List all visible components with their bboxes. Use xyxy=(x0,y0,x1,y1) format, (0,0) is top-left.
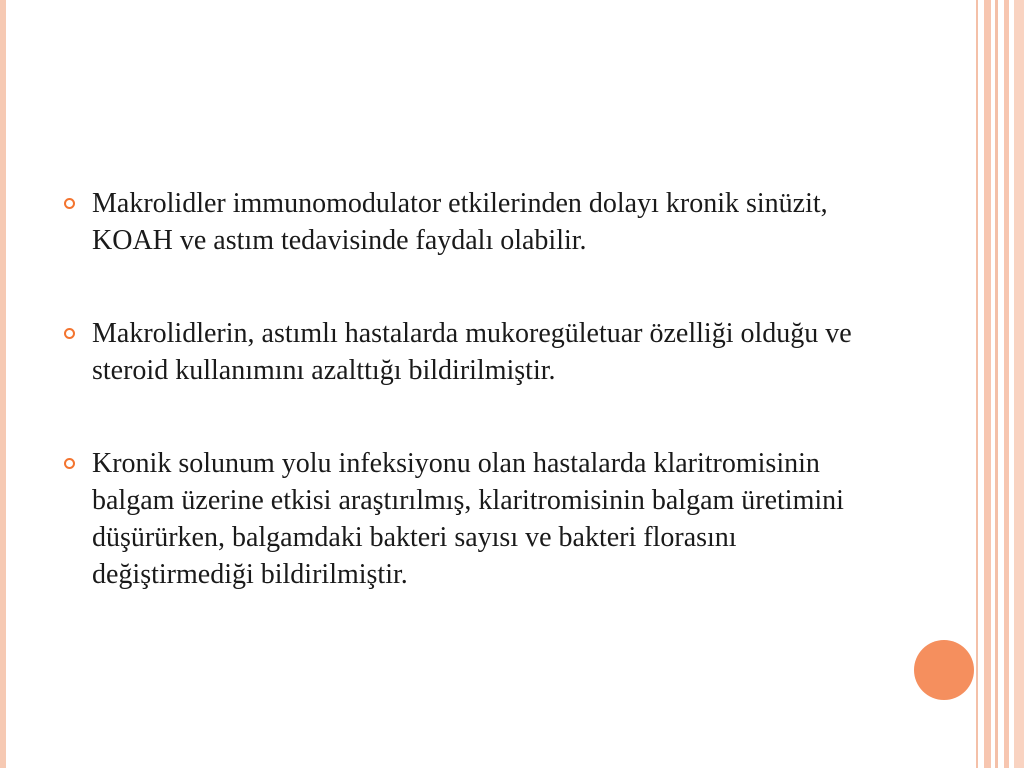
right-border-stripe xyxy=(1014,0,1024,768)
left-border-stripe xyxy=(0,0,6,768)
right-border-stripe xyxy=(984,0,991,768)
right-border-stripe xyxy=(995,0,998,768)
bullet-item xyxy=(62,445,902,593)
bullet-list xyxy=(62,185,902,593)
bullet-item xyxy=(62,315,902,389)
bullet-text: Kronik solunum yolu infeksiyonu olan hastalarda klaritromisinin balgam üzerine etkisi araştırılmış, klaritromisinin balgam üretimini düşürürken, balgamdaki bakteri sayısı ve bakteri florasını değiştirmediği bildirilmiştir. xyxy=(92,448,844,590)
bullet-text: Makrolidlerin, astımlı hastalarda mukoregületuar özelliği olduğu ve steroid kullanımını azalttığı bildirilmiştir. xyxy=(92,318,852,386)
right-border-stripe xyxy=(1004,0,1009,768)
bullet-text: Makrolidler immunomodulator etkilerinden dolayı kronik sinüzit, KOAH ve astım tedavisinde faydalı olabilir. xyxy=(92,188,828,256)
circle-bullet-icon xyxy=(64,458,75,469)
circle-bullet-icon xyxy=(64,198,75,209)
bullet-item xyxy=(62,185,902,259)
circle-bullet-icon xyxy=(64,328,75,339)
decorative-circle xyxy=(914,640,974,700)
right-border-stripe xyxy=(976,0,978,768)
